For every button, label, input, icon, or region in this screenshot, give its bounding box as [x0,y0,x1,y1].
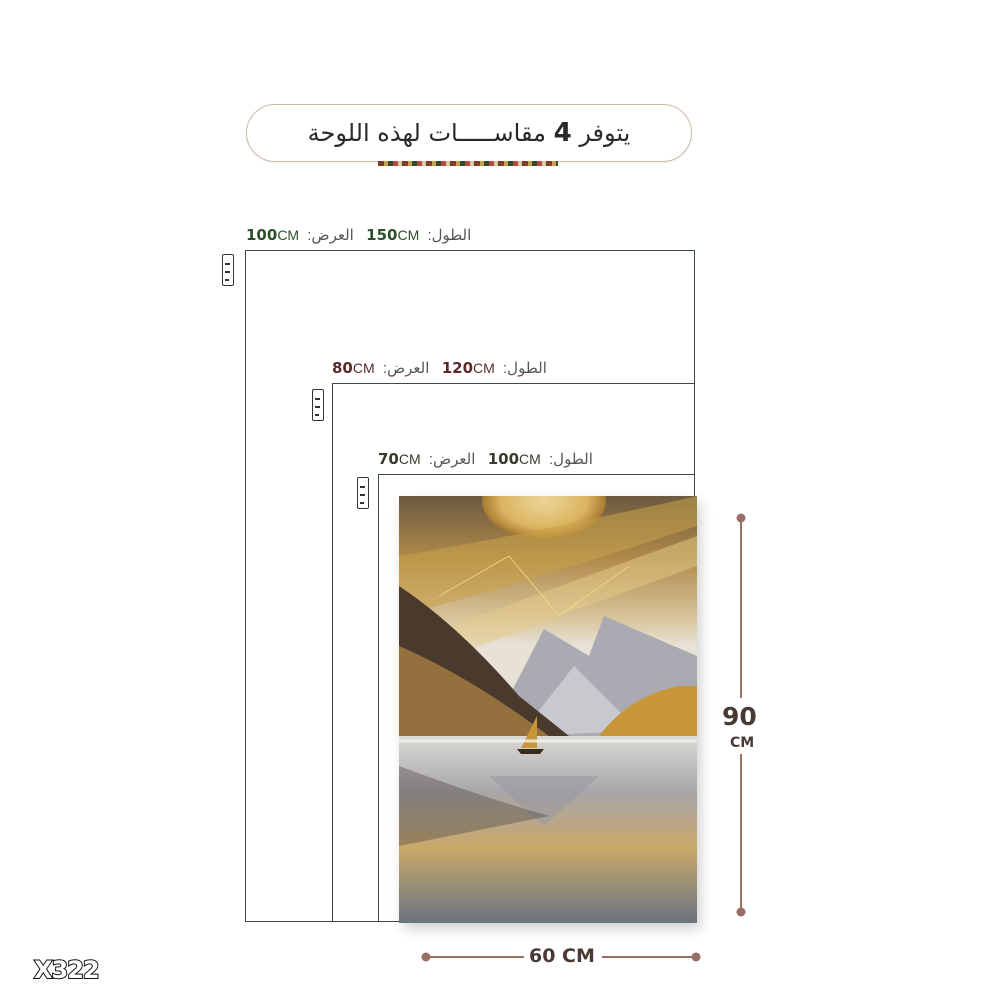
size-length-value: 120 [441,359,474,377]
width-label: العرض: [382,360,430,377]
width-value: 60 CM [529,945,595,967]
height-unit: CM [730,735,755,751]
ruler-icon [312,389,324,421]
size-length-value: 150 [366,226,398,244]
unit: CM [398,451,421,467]
size-label-medium [332,359,551,377]
product-code: X322 [34,956,99,984]
decorative-strip [378,161,558,166]
size-width-value: 80 [332,359,353,377]
ruler-icon [222,254,234,286]
unit: CM [277,227,300,243]
banner-suffix: مقاســـــات لهذه اللوحة [307,119,546,147]
unit: CM [352,360,375,376]
length-label: الطول: [427,227,472,244]
width-label: العرض: [307,227,354,244]
size-label-small [378,450,597,468]
unit: CM [519,451,541,467]
size-count: 4 [553,118,572,148]
size-width-value: 100 [246,226,278,244]
unit: CM [473,360,495,376]
size-label-large [246,226,475,244]
length-label: الطول: [503,360,547,377]
banner-prefix: يتوفر [579,119,631,147]
painting-image [399,496,697,923]
banner-text [308,118,631,148]
ruler-icon [357,477,369,509]
unit: CM [397,227,420,243]
size-length-value: 100 [487,450,520,468]
title-banner [246,104,692,162]
length-label: الطول: [549,451,593,468]
width-label: العرض: [428,451,476,468]
height-value: 90 [722,702,757,731]
size-width-value: 70 [378,450,399,468]
